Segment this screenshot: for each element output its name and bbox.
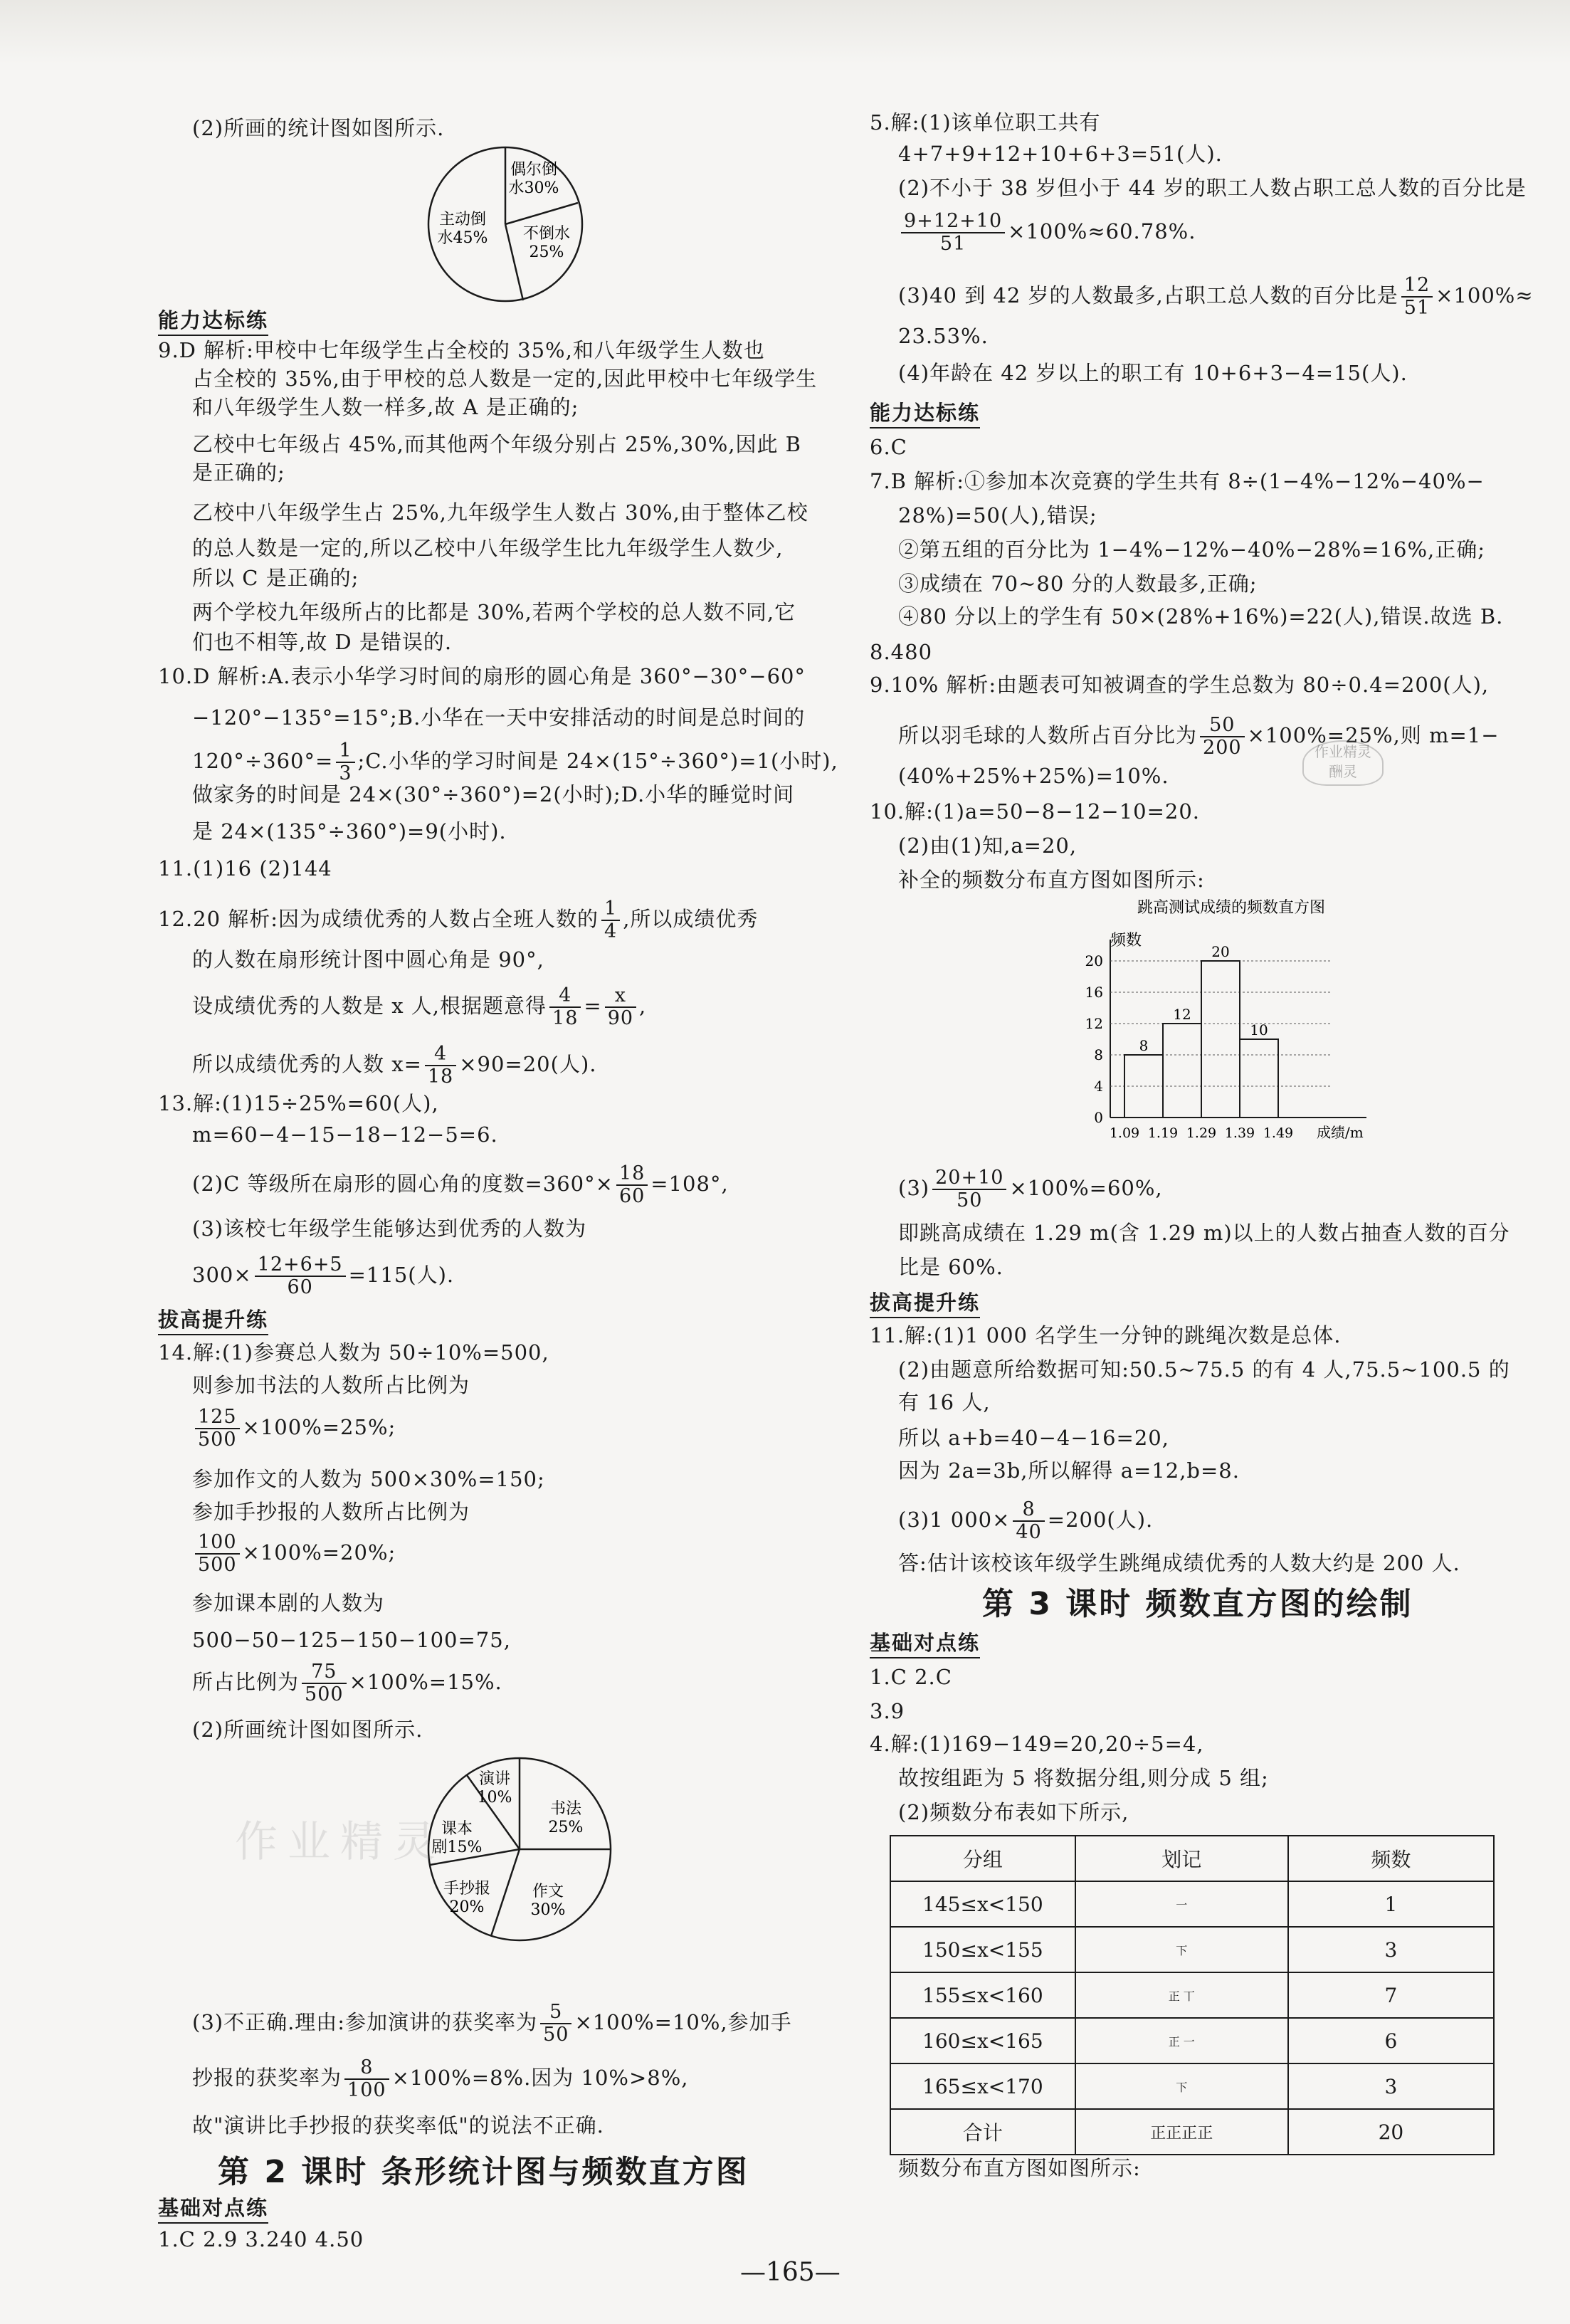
- q14-line: 参加作文的人数为 500×30%=150;: [192, 1467, 545, 1491]
- q10-line: 比是 60%.: [898, 1255, 1003, 1279]
- pie2-label: 20%: [449, 1898, 485, 1916]
- q12-line: 设成绩优秀的人数是 x 人,根据题意得 $\frac{4}{18}$ = $\frac{x}{90}$ ,: [192, 984, 647, 1029]
- answer-line: 1.C 2.C: [870, 1665, 952, 1689]
- table-cell: 160≤x<165: [890, 2018, 1075, 2063]
- fraction: $\frac{18}{60}$: [616, 1163, 648, 1207]
- bar-value-label: 12: [1173, 1006, 1191, 1023]
- q5-line: 5.解:(1)该单位职工共有: [870, 110, 1101, 135]
- fraction: $\frac{100}{500}$: [195, 1532, 240, 1576]
- histogram-bar: [1240, 1039, 1278, 1118]
- q5-line: $\frac{9+12+10}{51}$ ×100%≈60.78%.: [898, 211, 1196, 255]
- q9-line: 乙校中七年级占 45%,而其他两个年级分别占 25%,30%,因此 B: [192, 432, 801, 456]
- y-tick-label: 0: [1094, 1109, 1103, 1126]
- q14-line: (2)所画统计图如图所示.: [192, 1718, 423, 1742]
- q5-line: 4+7+9+12+10+6+3=51(人).: [898, 142, 1223, 166]
- q11-line: 有 16 人,: [898, 1390, 991, 1414]
- table-cell: 3: [1288, 2063, 1494, 2109]
- table-cell: 7: [1288, 1972, 1494, 2018]
- q9-line: 9.10% 解析:由题表可知被调查的学生总数为 80÷0.4=200(人),: [870, 673, 1490, 697]
- chart-title: 跳高测试成绩的频数直方图: [1137, 899, 1326, 917]
- bar-value-label: 20: [1211, 943, 1230, 960]
- table-cell: 正 一: [1075, 2018, 1288, 2063]
- q9-line: 们也不相等,故 D 是错误的.: [192, 630, 453, 654]
- fraction: $\frac{8}{100}$: [344, 2057, 389, 2101]
- q14-line: 则参加书法的人数所占比例为: [192, 1373, 470, 1397]
- table-cell: 下: [1075, 1927, 1288, 1972]
- pie1-label: 水45%: [437, 229, 488, 247]
- q5-line: (3)40 到 42 岁的人数最多,占职工总人数的百分比是 $\frac{12}{51}$ ×100%≈: [898, 274, 1534, 319]
- q14-line: 参加手抄报的人数所占比例为: [192, 1500, 470, 1524]
- answer-line: 6.C: [870, 435, 907, 459]
- table-row: [890, 2109, 1494, 2155]
- fraction: $\frac{75}{500}$: [302, 1661, 347, 1705]
- table-cell: 下: [1075, 2063, 1288, 2109]
- x-tick-label: 1.09: [1109, 1125, 1140, 1141]
- table-cell: 1: [1288, 1881, 1494, 1927]
- q12-line: 的人数在扇形统计图中圆心角是 90°,: [192, 947, 544, 972]
- q10-line: −120°−135°=15°;B.小华在一天中安排活动的时间是总时间的: [192, 705, 806, 730]
- q4-line: 故按组距为 5 将数据分组,则分成 5 组;: [898, 1766, 1269, 1790]
- fraction: $\frac{125}{500}$: [195, 1407, 240, 1451]
- corner-stamp: 作业精灵 酬灵: [1302, 740, 1384, 786]
- pie1-label: 偶尔倒: [510, 161, 558, 179]
- q7-line: ③成绩在 70~80 分的人数最多,正确;: [898, 572, 1258, 596]
- text-line: 频数分布直方图如图所示:: [898, 2156, 1141, 2180]
- pie1-label: 主动倒: [438, 211, 487, 228]
- q13-line: (2)C 等级所在扇形的圆心角的度数=360°× $\frac{18}{60}$ =108°,: [192, 1162, 729, 1207]
- q14-line: 所占比例为 $\frac{75}{500}$ ×100%=15%.: [192, 1661, 502, 1705]
- q12-line: 12.20 解析:因为成绩优秀的人数占全班人数的 $\frac{1}{4}$ ,所以成绩优秀: [158, 898, 759, 942]
- q10-line: 10.解:(1)a=50−8−12−10=20.: [870, 799, 1201, 824]
- q10-line: 做家务的时间是 24×(30°÷360°)=2(小时);D.小华的睡觉时间: [192, 782, 795, 806]
- table-cell: 165≤x<170: [890, 2063, 1075, 2109]
- q9-line: 两个学校九年级所占的比都是 30%,若两个学校的总人数不同,它: [192, 600, 796, 624]
- fraction: $\frac{12}{51}$: [1401, 275, 1433, 319]
- q9-line: 和八年级学生人数一样多,故 A 是正确的;: [192, 395, 579, 419]
- x-axis-label: 成绩/m: [1317, 1124, 1364, 1141]
- q10-line: 120°÷360°= $\frac{1}{3}$ ;C.小华的学习时间是 24×(15°÷360°)=1(小时),: [192, 740, 838, 784]
- y-tick-label: 4: [1094, 1078, 1103, 1095]
- frequency-table: [890, 1835, 1495, 2155]
- section-heading: 基础对点练: [158, 2194, 268, 2224]
- x-tick-label: 1.39: [1224, 1125, 1255, 1141]
- page-number: —165—: [740, 2258, 841, 2287]
- table-row: [890, 1972, 1494, 2018]
- table-header: 划记: [1075, 1836, 1288, 1881]
- q10-line: 补全的频数分布直方图如图所示:: [898, 868, 1205, 892]
- pie2-label: 剧15%: [431, 1839, 483, 1856]
- table-cell: 正正正正: [1075, 2109, 1288, 2155]
- table-cell: 20: [1288, 2109, 1494, 2155]
- q9-line: (40%+25%+25%)=10%.: [898, 764, 1169, 788]
- q10-line: (3) $\frac{20+10}{50}$ ×100%=60%,: [898, 1167, 1163, 1211]
- q4-line: 4.解:(1)169−149=20,20÷5=4,: [870, 1732, 1204, 1756]
- histogram-bar: [1163, 1024, 1201, 1118]
- y-tick-label: 20: [1085, 952, 1103, 969]
- q13-line: 13.解:(1)15÷25%=60(人),: [158, 1091, 439, 1115]
- q11-line: 11.(1)16 (2)144: [158, 856, 332, 880]
- q11-line: 11.解:(1)1 000 名学生一分钟的跳绳次数是总体.: [870, 1323, 1342, 1347]
- q14-line: 500−50−125−150−100=75,: [192, 1628, 511, 1652]
- answer-line: 3.9: [870, 1699, 905, 1723]
- q9-line: 乙校中八年级学生占 25%,九年级学生人数占 30%,由于整体乙校: [192, 500, 808, 525]
- q14-line: 14.解:(1)参赛总人数为 50÷10%=500,: [158, 1340, 549, 1365]
- pie2-label: 手抄报: [443, 1880, 491, 1898]
- q10-line: 即跳高成绩在 1.29 m(含 1.29 m)以上的人数占抽查人数的百分: [898, 1221, 1510, 1245]
- fraction: $\frac{4}{18}$: [425, 1043, 456, 1088]
- histogram-bar: [1201, 961, 1240, 1118]
- x-tick-label: 1.49: [1263, 1125, 1294, 1141]
- q9-line: 所以羽毛球的人数所占百分比为 $\frac{50}{200}$ ×100%=25%,则 m=1−: [898, 714, 1500, 759]
- q5-line: (2)不小于 38 岁但小于 44 岁的职工人数占职工总人数的百分比是: [898, 176, 1527, 200]
- q14-line: (3)不正确.理由:参加演讲的获奖率为 $\frac{5}{50}$ ×100%=10%,参加手: [192, 2001, 792, 2046]
- q7-line: ④80 分以上的学生有 50×(28%+16%)=22(人),错误.故选 B.: [898, 604, 1504, 629]
- q13-line: m=60−4−15−18−12−5=6.: [192, 1122, 498, 1147]
- section-heading: 拔高提升练: [870, 1288, 980, 1318]
- x-tick-label: 1.29: [1186, 1125, 1217, 1141]
- q10-line: 是 24×(135°÷360°)=9(小时).: [192, 819, 507, 843]
- text-line: (2)所画的统计图如图所示.: [192, 116, 445, 140]
- table-cell: 一: [1075, 1881, 1288, 1927]
- q7-line: 7.B 解析:①参加本次竞赛的学生共有 8÷(1−4%−12%−40%−: [870, 469, 1485, 493]
- bar-value-label: 10: [1250, 1021, 1268, 1039]
- fraction: $\frac{1}{3}$: [336, 740, 354, 784]
- table-row: [890, 1927, 1494, 1972]
- q9-line: 的总人数是一定的,所以乙校中八年级学生比九年级学生人数少,: [192, 536, 784, 560]
- fraction: $\frac{5}{50}$: [540, 2002, 571, 2046]
- y-tick-label: 8: [1094, 1046, 1103, 1063]
- lesson-heading: 第 3 课时 频数直方图的绘制: [982, 1586, 1413, 1622]
- y-tick-label: 16: [1085, 984, 1103, 1001]
- q4-line: (2)频数分布表如下所示,: [898, 1800, 1129, 1824]
- fraction: $\frac{50}{200}$: [1200, 715, 1245, 759]
- q10-line: (2)由(1)知,a=20,: [898, 834, 1078, 858]
- q5-line: (4)年龄在 42 岁以上的职工有 10+6+3−4=15(人).: [898, 361, 1408, 385]
- q7-line: 28%)=50(人),错误;: [898, 503, 1097, 527]
- pie1-label: 水30%: [508, 179, 559, 197]
- histogram-chart: [1068, 897, 1395, 1153]
- table-cell: 正 丅: [1075, 1972, 1288, 2018]
- table-cell: 150≤x<155: [890, 1927, 1075, 1972]
- x-tick-label: 1.19: [1147, 1125, 1179, 1141]
- q14-line: 参加课本剧的人数为: [192, 1591, 385, 1615]
- q9-line: 是正确的;: [192, 461, 285, 485]
- fraction: $\frac{12+6+5}{60}$: [255, 1254, 346, 1298]
- q14-line: 故"演讲比手抄报的获奖率低"的说法不正确.: [192, 2113, 604, 2138]
- q11-line: (2)由题意所给数据可知:50.5~75.5 的有 4 人,75.5~100.5 的: [898, 1357, 1510, 1382]
- q9-line: 9.D 解析:甲校中七年级学生占全校的 35%,和八年级学生人数也: [158, 338, 765, 362]
- pie1-label: 不倒水: [522, 225, 571, 243]
- y-tick-label: 12: [1085, 1015, 1103, 1032]
- table-header: 频数: [1288, 1836, 1494, 1881]
- q14-line: $\frac{100}{500}$ ×100%=20%;: [192, 1532, 396, 1576]
- fraction: $\frac{4}{18}$: [549, 985, 581, 1029]
- table-cell: 合计: [890, 2109, 1075, 2155]
- fraction: $\frac{x}{90}$: [605, 985, 636, 1029]
- q13-line: (3)该校七年级学生能够达到优秀的人数为: [192, 1216, 587, 1241]
- table-header-row: [890, 1836, 1494, 1881]
- table-cell: 3: [1288, 1927, 1494, 1972]
- q11-line: 答:估计该校该年级学生跳绳成绩优秀的人数大约是 200 人.: [898, 1551, 1460, 1575]
- pie2-label: 25%: [548, 1819, 584, 1836]
- q9-line: 所以 C 是正确的;: [192, 566, 359, 590]
- q11-line: 所以 a+b=40−4−16=20,: [898, 1426, 1169, 1450]
- pie1-label: 25%: [529, 243, 564, 261]
- q10-line: 10.D 解析:A.表示小华学习时间的扇形的圆心角是 360°−30°−60°: [158, 664, 806, 688]
- section-heading: 能力达标练: [870, 399, 980, 428]
- watermark-stamp: 作业精灵: [235, 1817, 446, 1867]
- q12-line: 所以成绩优秀的人数 x= $\frac{4}{18}$ ×90=20(人).: [192, 1043, 597, 1088]
- q7-line: ②第五组的百分比为 1−4%−12%−40%−28%=16%,正确;: [898, 537, 1485, 562]
- q14-line: $\frac{125}{500}$ ×100%=25%;: [192, 1407, 396, 1451]
- y-axis-label: 频数: [1110, 932, 1142, 950]
- table-row: [890, 2018, 1494, 2063]
- pie2-label: 10%: [477, 1789, 512, 1807]
- q13-line: 300× $\frac{12+6+5}{60}$ =115(人).: [192, 1253, 455, 1298]
- scan-top-shadow: [0, 0, 1570, 64]
- pie2-label: 书法: [549, 1800, 582, 1818]
- section-heading: 拔高提升练: [158, 1305, 268, 1335]
- q9-line: 占全校的 35%,由于甲校的总人数是一定的,因此甲校中七年级学生: [192, 367, 818, 391]
- section-heading: 基础对点练: [870, 1629, 980, 1658]
- bar-value-label: 8: [1139, 1037, 1149, 1054]
- fraction: $\frac{20+10}{50}$: [932, 1167, 1006, 1211]
- pie2-label: 演讲: [478, 1770, 511, 1788]
- table-row: [890, 2063, 1494, 2109]
- q14-line: 抄报的获奖率为 $\frac{8}{100}$ ×100%=8%.因为 10%>8%,: [192, 2056, 689, 2101]
- pie-chart-water: [420, 139, 591, 310]
- answer-line: 8.480: [870, 640, 933, 664]
- histogram-bar: [1124, 1055, 1163, 1118]
- answers-line: 1.C 2.9 3.240 4.50: [158, 2227, 364, 2251]
- table-cell: 155≤x<160: [890, 1972, 1075, 2018]
- pie2-label: 课本: [441, 1820, 473, 1838]
- fraction: $\frac{8}{40}$: [1013, 1499, 1044, 1543]
- pie2-label: 30%: [530, 1901, 566, 1919]
- fraction: $\frac{1}{4}$: [601, 898, 620, 942]
- table-cell: 145≤x<150: [890, 1881, 1075, 1927]
- lesson-heading: 第 2 课时 条形统计图与频数直方图: [218, 2154, 749, 2190]
- q11-line: 因为 2a=3b,所以解得 a=12,b=8.: [898, 1458, 1240, 1483]
- table-cell: 6: [1288, 2018, 1494, 2063]
- pie2-label: 作文: [532, 1883, 564, 1900]
- q5-line: 23.53%.: [898, 324, 989, 348]
- table-header: 分组: [890, 1836, 1075, 1881]
- table-row: [890, 1881, 1494, 1927]
- fraction: $\frac{9+12+10}{51}$: [901, 211, 1005, 255]
- section-heading: 能力达标练: [158, 306, 268, 336]
- q11-line: (3)1 000× $\frac{8}{40}$ =200(人).: [898, 1498, 1154, 1543]
